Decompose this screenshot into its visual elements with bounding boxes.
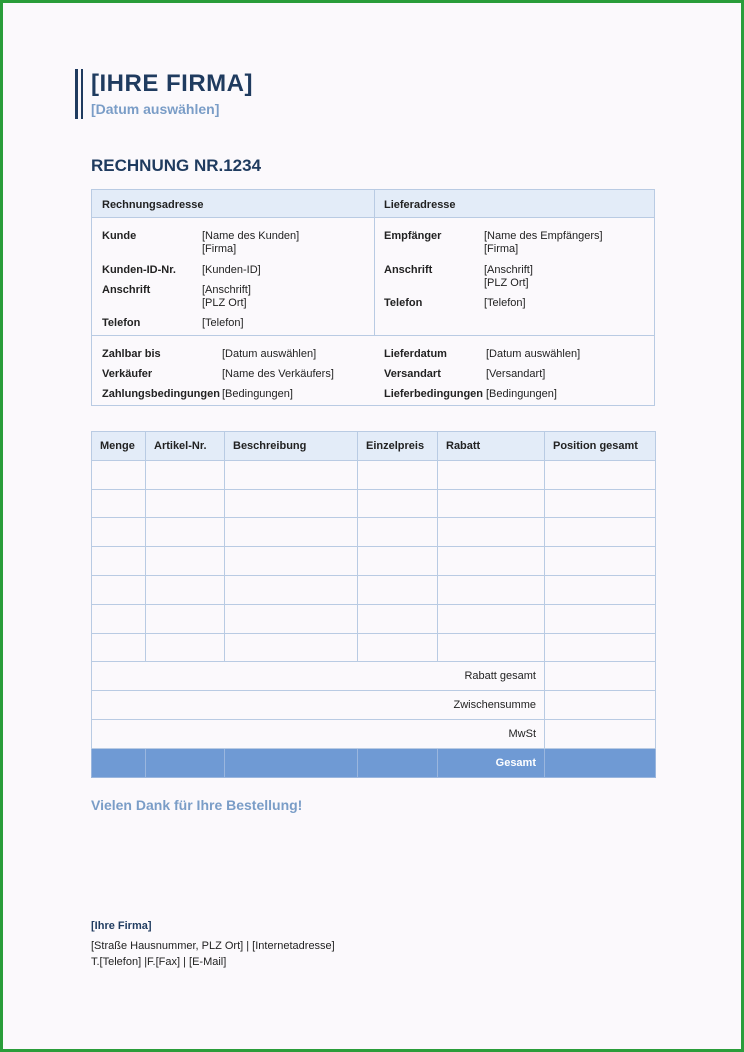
table-cell[interactable] <box>545 633 656 662</box>
total-label: Gesamt <box>438 748 545 777</box>
delivery-label-versandart: Versandart <box>384 368 441 380</box>
table-row <box>92 604 656 633</box>
summary-label-mwst: MwSt <box>92 719 545 748</box>
table-row <box>92 547 656 576</box>
payment-label-zahlungsbedingungen: Zahlungsbedingungen <box>102 388 220 400</box>
footer-company[interactable]: [Ihre Firma] <box>91 920 152 932</box>
summary-value-zwischensumme[interactable] <box>545 691 656 720</box>
table-cell[interactable] <box>545 604 656 633</box>
summary-row-zwischensumme <box>92 691 656 720</box>
table-cell[interactable] <box>438 489 545 518</box>
table-cell[interactable] <box>545 460 656 489</box>
address-box <box>91 189 655 406</box>
table-cell[interactable] <box>358 633 438 662</box>
summary-value-rabatt-gesamt[interactable] <box>545 662 656 691</box>
total-cell <box>146 748 225 777</box>
billing-value-kunde-firma[interactable]: [Firma] <box>202 243 237 255</box>
footer-address-line[interactable]: [Straße Hausnummer, PLZ Ort] | [Internetadresse] <box>91 940 335 952</box>
table-cell[interactable] <box>358 489 438 518</box>
billing-value-plz-ort[interactable]: [PLZ Ort] <box>202 297 247 309</box>
shipping-label-anschrift: Anschrift <box>384 264 433 276</box>
delivery-value-lieferbedingungen[interactable]: [Bedingungen] <box>486 388 557 400</box>
billing-label-kunden-id: Kunden-ID-Nr. <box>102 264 176 276</box>
table-row <box>92 633 656 662</box>
items-header-row <box>92 432 656 461</box>
payment-value-zahlbar-bis[interactable]: [Datum auswählen] <box>222 348 317 360</box>
billing-value-kunde-name[interactable]: [Name des Kunden] <box>202 230 300 242</box>
table-cell[interactable] <box>92 460 146 489</box>
table-cell[interactable] <box>438 604 545 633</box>
table-cell[interactable] <box>358 518 438 547</box>
table-row <box>92 460 656 489</box>
table-cell[interactable] <box>438 460 545 489</box>
table-cell[interactable] <box>545 489 656 518</box>
payment-value-verkaeufer[interactable]: [Name des Verkäufers] <box>222 368 334 380</box>
table-row <box>92 518 656 547</box>
delivery-value-lieferdatum[interactable]: [Datum auswählen] <box>486 348 581 360</box>
billing-label-telefon: Telefon <box>102 317 141 329</box>
table-cell[interactable] <box>146 575 225 604</box>
table-cell[interactable] <box>358 604 438 633</box>
payment-label-zahlbar-bis: Zahlbar bis <box>102 348 161 360</box>
billing-label-kunde: Kunde <box>102 230 137 242</box>
payment-label-verkaeufer: Verkäufer <box>102 368 153 380</box>
col-einzelpreis: Einzelpreis <box>358 432 438 461</box>
table-cell[interactable] <box>438 518 545 547</box>
footer-contact-line[interactable]: T.[Telefon] |F.[Fax] | [E-Mail] <box>91 956 227 968</box>
total-cell <box>358 748 438 777</box>
table-cell[interactable] <box>146 460 225 489</box>
col-menge: Menge <box>92 432 146 461</box>
billing-value-kunden-id[interactable]: [Kunden-ID] <box>202 264 261 276</box>
total-cell <box>92 748 146 777</box>
company-title[interactable]: [IHRE FIRMA] <box>91 70 253 97</box>
shipping-value-plz-ort[interactable]: [PLZ Ort] <box>484 277 529 289</box>
table-cell[interactable] <box>225 547 358 576</box>
summary-label-zwischensumme: Zwischensumme <box>92 691 545 720</box>
table-cell[interactable] <box>438 547 545 576</box>
table-cell[interactable] <box>92 518 146 547</box>
table-cell[interactable] <box>92 489 146 518</box>
table-cell[interactable] <box>225 489 358 518</box>
billing-heading: Rechnungsadresse <box>102 199 204 211</box>
invoice-title: RECHNUNG NR.1234 <box>91 156 262 175</box>
date-picker[interactable]: [Datum auswählen] <box>91 101 220 117</box>
total-cell <box>225 748 358 777</box>
table-cell[interactable] <box>358 575 438 604</box>
table-row <box>92 575 656 604</box>
table-cell[interactable] <box>92 575 146 604</box>
items-table <box>91 431 656 778</box>
col-rabatt: Rabatt <box>438 432 545 461</box>
table-cell[interactable] <box>146 518 225 547</box>
thank-you-message: Vielen Dank für Ihre Bestellung! <box>91 797 303 813</box>
table-cell[interactable] <box>358 460 438 489</box>
delivery-label-lieferbedingungen: Lieferbedingungen <box>384 388 483 400</box>
shipping-value-anschrift[interactable]: [Anschrift] <box>484 264 533 276</box>
table-cell[interactable] <box>146 489 225 518</box>
table-cell[interactable] <box>92 547 146 576</box>
table-cell[interactable] <box>545 547 656 576</box>
summary-row-rabatt-gesamt <box>92 662 656 691</box>
table-cell[interactable] <box>225 633 358 662</box>
billing-value-anschrift[interactable]: [Anschrift] <box>202 284 251 296</box>
summary-label-rabatt-gesamt: Rabatt gesamt <box>92 662 545 691</box>
invoice-page <box>3 3 741 1049</box>
table-cell[interactable] <box>225 460 358 489</box>
delivery-label-lieferdatum: Lieferdatum <box>384 348 447 360</box>
table-cell[interactable] <box>146 547 225 576</box>
summary-value-mwst[interactable] <box>545 719 656 748</box>
payment-value-zahlungsbedingungen[interactable]: [Bedingungen] <box>222 388 293 400</box>
shipping-heading: Lieferadresse <box>384 199 456 211</box>
table-cell[interactable] <box>92 604 146 633</box>
table-cell[interactable] <box>358 547 438 576</box>
shipping-label-telefon: Telefon <box>384 297 423 309</box>
billing-value-telefon[interactable]: [Telefon] <box>202 317 244 329</box>
summary-row-mwst <box>92 719 656 748</box>
shipping-value-empfaenger-name[interactable]: [Name des Empfängers] <box>484 230 603 242</box>
col-position-gesamt: Position gesamt <box>545 432 656 461</box>
table-cell[interactable] <box>545 518 656 547</box>
brand-accent-bars <box>75 69 87 119</box>
shipping-value-telefon[interactable]: [Telefon] <box>484 297 526 309</box>
table-cell[interactable] <box>92 633 146 662</box>
table-cell[interactable] <box>438 575 545 604</box>
table-cell[interactable] <box>438 633 545 662</box>
col-beschreibung: Beschreibung <box>225 432 358 461</box>
shipping-label-empfaenger: Empfänger <box>384 230 442 242</box>
total-row <box>92 748 656 777</box>
table-cell[interactable] <box>225 575 358 604</box>
total-value[interactable] <box>545 748 656 777</box>
col-artikel-nr: Artikel-Nr. <box>146 432 225 461</box>
billing-label-anschrift: Anschrift <box>102 284 151 296</box>
table-cell[interactable] <box>225 604 358 633</box>
table-cell[interactable] <box>146 604 225 633</box>
table-row <box>92 489 656 518</box>
shipping-value-empfaenger-firma[interactable]: [Firma] <box>484 243 519 255</box>
table-cell[interactable] <box>225 518 358 547</box>
table-cell[interactable] <box>146 633 225 662</box>
delivery-value-versandart[interactable]: [Versandart] <box>486 368 546 380</box>
table-cell[interactable] <box>545 575 656 604</box>
